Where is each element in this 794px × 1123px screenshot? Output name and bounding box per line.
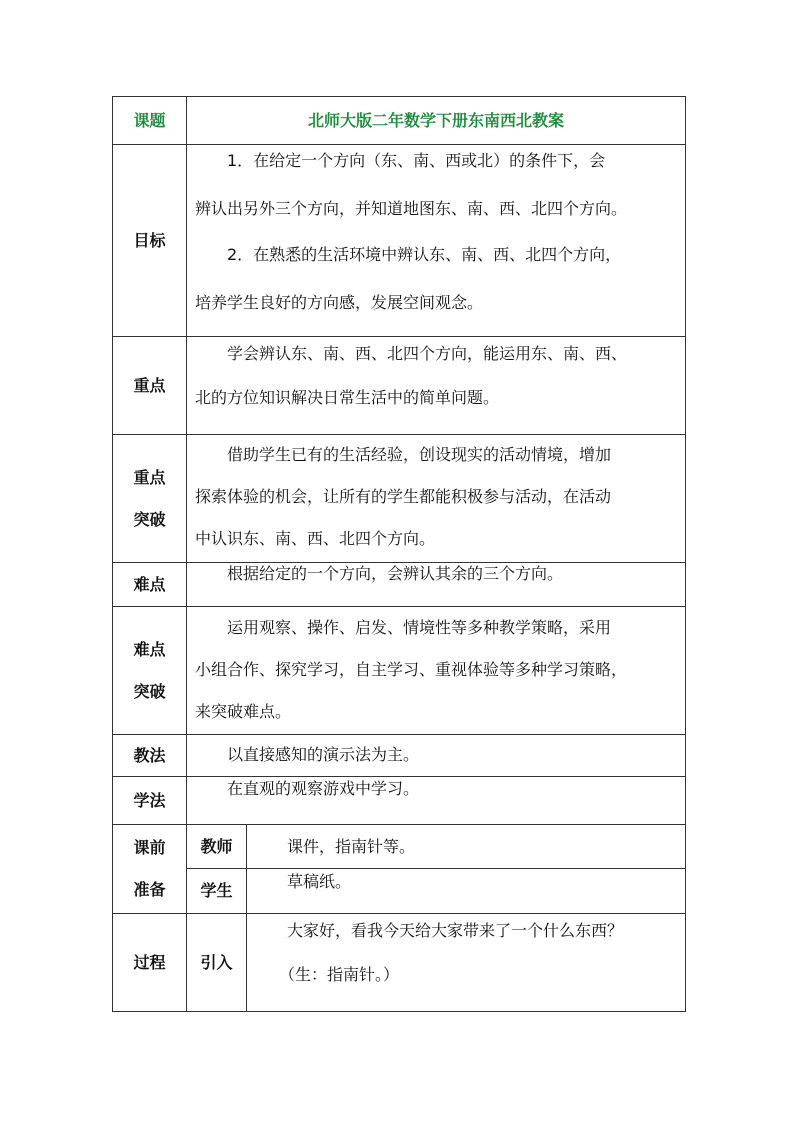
student-text: 草稿纸。	[287, 872, 352, 891]
goals-content	[187, 145, 686, 337]
student-content	[247, 869, 686, 914]
teaching-method-row	[113, 735, 686, 777]
difficulty-breakthrough-label-2: 突破	[133, 681, 166, 701]
key-points-content	[187, 337, 686, 435]
learning-method-text: 在直观的观察游戏中学习。	[227, 779, 420, 798]
difficulty-breakthrough-line-1: 运用观察、操作、启发、情境性等多种教学策略，采用	[227, 618, 612, 637]
difficulty-breakthrough-label	[113, 607, 187, 735]
preparation-label-1: 课前	[133, 838, 166, 857]
key-breakthrough-label	[113, 435, 187, 563]
goals-line-1: 1．在给定一个方向（东、南、西或北）的条件下，会	[227, 150, 606, 170]
difficulty-breakthrough-content	[187, 607, 686, 735]
process-line-1: 大家好，看我今天给大家带来了一个什么东西？	[287, 921, 624, 940]
teacher-content	[247, 825, 686, 869]
title-row	[113, 97, 686, 145]
difficulty-breakthrough-label-1: 难点	[133, 639, 166, 659]
teacher-label: 教师	[187, 825, 247, 869]
difficulty-label: 难点	[113, 563, 187, 607]
difficulty-line-1: 根据给定的一个方向，会辨认其余的三个方向。	[227, 564, 564, 583]
difficulty-content	[187, 563, 686, 607]
goals-line-3: 2．在熟悉的生活环境中辨认东、南、西、北四个方向，	[227, 244, 622, 264]
learning-method-row	[113, 777, 686, 825]
key-breakthrough-content	[187, 435, 686, 563]
lesson-plan-table	[112, 96, 686, 1012]
preparation-teacher-row	[113, 825, 686, 869]
teacher-text: 课件，指南针等。	[287, 836, 416, 856]
preparation-label	[113, 825, 187, 914]
key-breakthrough-row	[113, 435, 686, 563]
process-line-2: （生：指南针。）	[279, 965, 400, 984]
difficulty-breakthrough-line-2: 小组合作、探究学习，自主学习、重视体验等多种学习策略，	[195, 660, 628, 679]
difficulty-row	[113, 563, 686, 607]
goals-line-2: 辨认出另外三个方向，并知道地图东、南、西、北四个方向。	[195, 198, 628, 218]
key-breakthrough-line-1: 借助学生已有的生活经验，创设现实的活动情境，增加	[227, 445, 612, 464]
step-label: 引入	[187, 914, 247, 1012]
key-points-line-1: 学会辨认东、南、西、北四个方向，能运用东、南、西、	[227, 344, 628, 363]
difficulty-breakthrough-row	[113, 607, 686, 735]
goals-label: 目标	[113, 145, 187, 337]
learning-method-content	[187, 777, 686, 825]
course-label: 课题	[113, 97, 187, 145]
process-content	[247, 914, 686, 1012]
key-points-row	[113, 337, 686, 435]
goals-line-4: 培养学生良好的方向感，发展空间观念。	[195, 292, 484, 312]
process-label: 过程	[113, 914, 187, 1012]
key-breakthrough-label-1: 重点	[133, 467, 166, 487]
course-title: 北师大版二年数学下册东南西北教案	[187, 97, 686, 145]
difficulty-breakthrough-line-3: 来突破难点。	[195, 702, 292, 721]
teaching-method-text: 以直接感知的演示法为主。	[227, 745, 420, 764]
key-breakthrough-line-3: 中认识东、南、西、北四个方向。	[195, 529, 436, 548]
learning-method-label: 学法	[113, 777, 187, 825]
key-points-label: 重点	[113, 337, 187, 435]
key-breakthrough-label-2: 突破	[133, 509, 166, 529]
goals-row	[113, 145, 686, 337]
preparation-label-2: 准备	[133, 880, 166, 899]
teaching-method-content	[187, 735, 686, 777]
key-breakthrough-line-2: 探索体验的机会，让所有的学生都能积极参与活动，在活动	[195, 487, 612, 506]
student-label: 学生	[187, 869, 247, 914]
process-row	[113, 914, 686, 1012]
key-points-line-2: 北的方位知识解决日常生活中的简单问题。	[195, 388, 500, 407]
teaching-method-label: 教法	[113, 735, 187, 777]
preparation-student-row	[113, 869, 686, 914]
